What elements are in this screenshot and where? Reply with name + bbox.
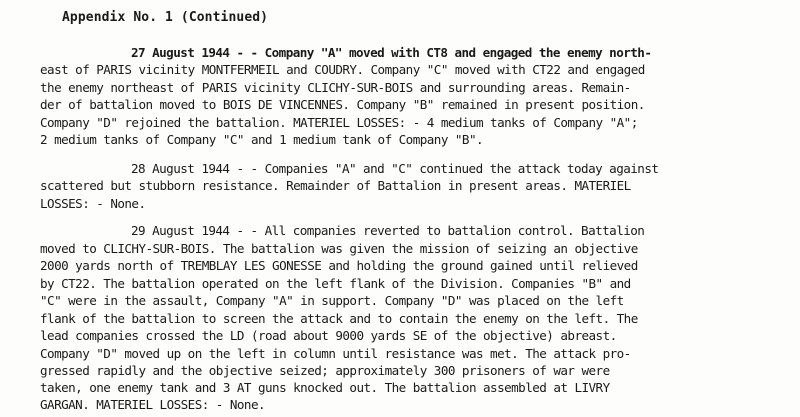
appendix-heading: Appendix No. 1 (Continued): [62, 10, 269, 25]
paragraph-line: 2 medium tanks of Company "C" and 1 medium tank of Company "B".: [40, 132, 484, 147]
paragraph-line: by CT22. The battalion operated on the left flank of the Division. Companies "B" and: [40, 276, 631, 291]
paragraph-line: flank of the battalion to screen the attack and to contain the enemy on the left. The: [40, 311, 638, 326]
paragraph-line: Company "D" moved up on the left in column until resistance was met. The attack pro-: [40, 346, 631, 361]
paragraph-line: moved to CLICHY-SUR-BOIS. The battalion was given the mission of seizing an objective: [40, 241, 638, 256]
paragraph-line: 27 August 1944 - - Company "A" moved with CT8 and engaged the enemy north-: [131, 45, 652, 60]
paragraph-line: the enemy northeast of PARIS vicinity CLICHY-SUR-BOIS and surrounding areas. Remain-: [40, 80, 631, 95]
paragraph-line: scattered but stubborn resistance. Remainder of Battalion in present areas. MATERIEL: [40, 178, 631, 193]
paragraph-line: lead companies crossed the LD (road about 9000 yards SE of the objective) abreast.: [40, 328, 617, 343]
paragraph-line: east of PARIS vicinity MONTFERMEIL and COUDRY. Company "C" moved with CT22 and engaged: [40, 62, 645, 77]
paragraph-line: Company "D" rejoined the battalion. MATERIEL LOSSES: - 4 medium tanks of Company "A";: [40, 115, 638, 130]
paragraph-line: der of battalion moved to BOIS DE VINCENNES. Company "B" remained in present position.: [40, 97, 645, 112]
paragraph-line: taken, one enemy tank and 3 AT guns knocked out. The battalion assembled at LIVRY: [40, 380, 610, 395]
paragraph-line: GARGAN. MATERIEL LOSSES: - None.: [40, 397, 266, 412]
paragraph-line: 2000 yards north of TREMBLAY LES GONESSE and holding the ground gained until relieved: [40, 258, 638, 273]
paragraph-line: gressed rapidly and the objective seized; approximately 300 prisoners of war were: [40, 363, 610, 378]
paragraph-line: LOSSES: - None.: [40, 196, 146, 211]
paragraph-line: 29 August 1944 - - All companies reverted to battalion control. Battalion: [131, 223, 645, 238]
paragraph-line: "C" were in the assault, Company "A" in support. Company "D" was placed on the left: [40, 293, 624, 308]
paragraph-line: 28 August 1944 - - Companies "A" and "C" continued the attack today against: [131, 161, 659, 176]
